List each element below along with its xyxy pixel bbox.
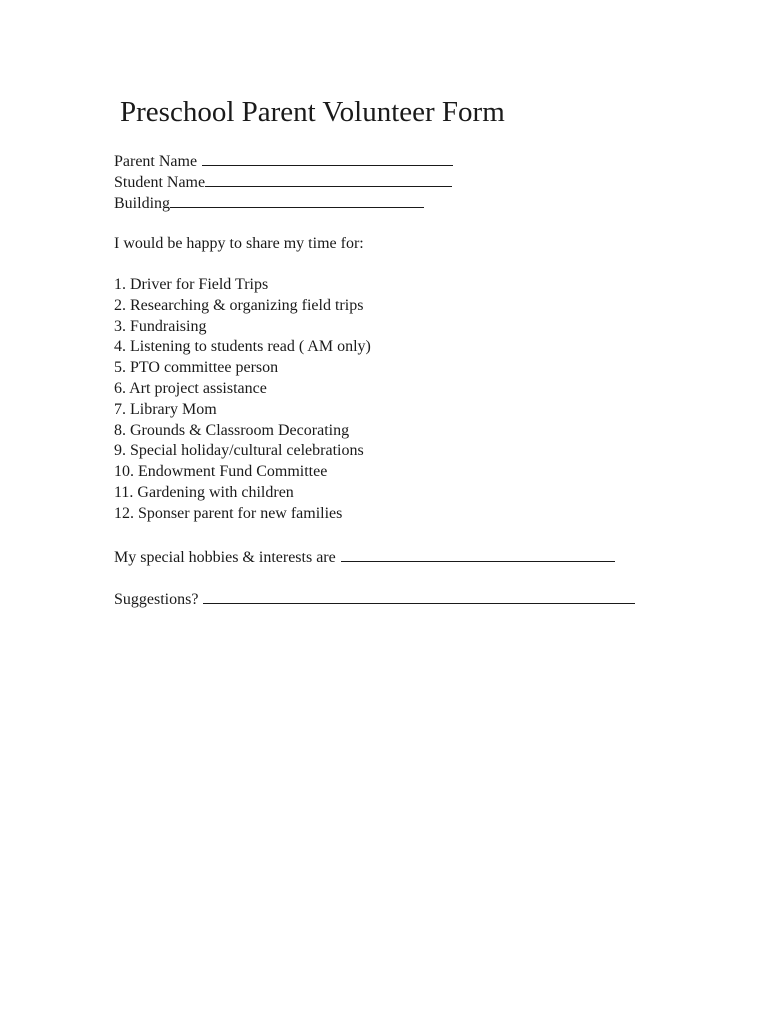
student-name-row [114, 171, 452, 193]
list-item: 11. Gardening with children [114, 483, 294, 501]
suggestions-label: Suggestions? [114, 591, 199, 608]
hobbies-field[interactable] [341, 546, 615, 562]
list-item: 4. Listening to students read ( AM only) [114, 338, 371, 356]
building-field[interactable] [170, 192, 424, 208]
list-item: 9. Special holiday/cultural celebrations [114, 442, 364, 460]
volunteer-intro: I would be happy to share my time for: [114, 235, 364, 252]
list-item: 8. Grounds & Classroom Decorating [114, 421, 350, 439]
building-row [114, 192, 424, 214]
list-item: 5. PTO committee person [114, 359, 279, 377]
student-name-label: Student Name [114, 174, 206, 191]
parent-name-row [114, 150, 453, 172]
list-item: 2. Researching & organizing field trips [114, 296, 364, 314]
list-item: 10. Endowment Fund Committee [114, 463, 328, 481]
list-item: 12. Sponser parent for new families [114, 504, 343, 522]
suggestions-field[interactable] [203, 588, 635, 604]
hobbies-label: My special hobbies & interests are [114, 549, 336, 566]
parent-name-label: Parent Name [114, 153, 198, 170]
suggestions-row [114, 588, 635, 610]
student-name-field[interactable] [205, 171, 452, 187]
building-label: Building [114, 195, 171, 212]
page-title: Preschool Parent Volunteer Form [120, 96, 505, 128]
list-item: 6. Art project assistance [114, 379, 267, 397]
list-item: 1. Driver for Field Trips [114, 276, 269, 293]
hobbies-row [114, 546, 615, 568]
parent-name-field[interactable] [202, 150, 453, 166]
list-item: 7. Library Mom [114, 400, 217, 418]
list-item: 3. Fundraising [114, 317, 207, 335]
volunteer-options-list [114, 275, 371, 525]
